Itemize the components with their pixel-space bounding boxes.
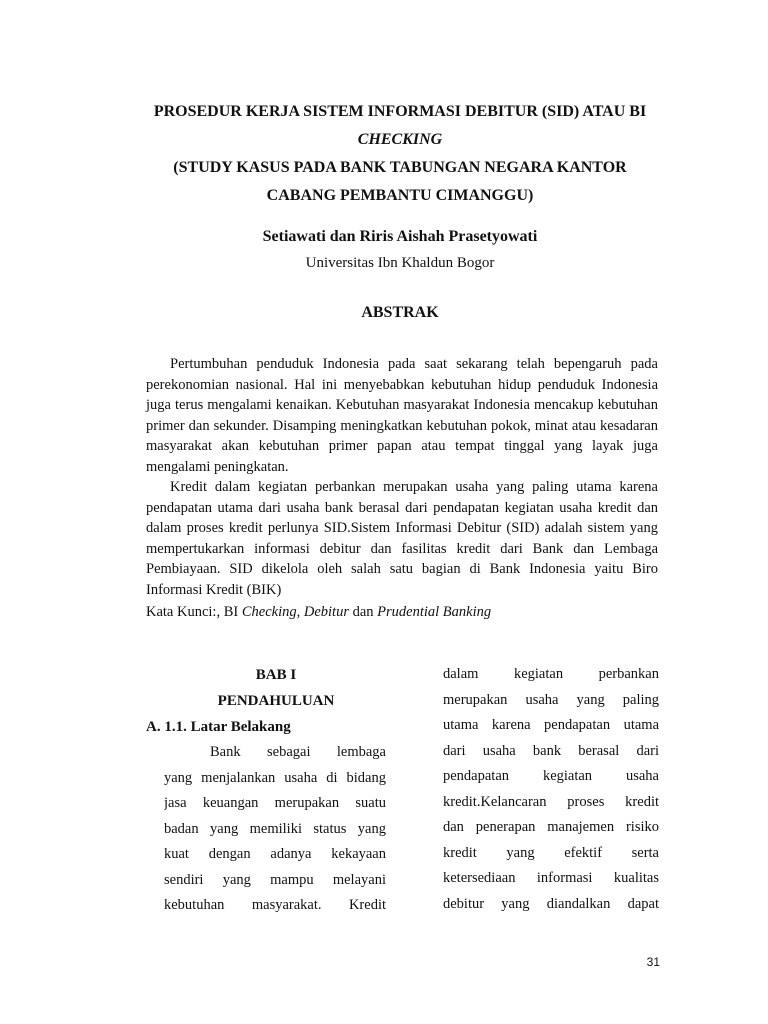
right-column-line: dan penerapan manajemen risiko [443,819,659,835]
right-column-line: merupakan usaha yang paling [443,691,659,708]
title-line-1: PROSEDUR KERJA SISTEM INFORMASI DEBITUR (SID) ATAU BI [153,103,647,120]
right-column-line: kredit.Kelancaran proses kredit [443,793,659,810]
left-column-line: kebutuhan masyarakat. Kredit [164,897,386,913]
right-column-line: kredit yang efektif serta [443,844,659,861]
keywords [146,604,666,621]
abstract-heading: ABSTRAK [361,304,439,321]
page-number: 31 [646,955,660,969]
section-heading: A. 1.1. Latar Belakang [146,719,291,735]
left-column-line: badan yang memiliki status yang [164,820,386,837]
abstract-paragraph-1: Pertumbuhan penduduk Indonesia pada saat sekarang telah bepengaruh pada perekonomian nasional. Hal ini menyebabkan kebutuhan hidup penduduk Indonesia juga terus mengalami kenaikan. Kebutuhan masyarakat Indonesia mencakup kebutuhan primer dan sekunder. Disamping meningkatkan kebutuhan pokok, minat atau kesadaran masyarakat akan kebutuhan primer papan atau tempat tinggal yang layak juga mengalami peningkatan. [146,356,658,475]
right-column [443,662,659,917]
right-column-line: ketersediaan informasi kualitas [443,870,659,886]
keywords-term-2: Prudential Banking [377,604,492,620]
title-line-2: CHECKING [357,131,443,148]
left-column-line: jasa keuangan merupakan suatu [164,795,386,811]
chapter-label: BAB I [255,667,297,683]
right-column-line: debitur yang diandalkan dapat [443,895,659,912]
affiliation: Universitas Ibn Khaldun Bogor [305,255,495,271]
left-column [146,662,386,919]
title-line-4: CABANG PEMBANTU CIMANGGU) [266,187,534,204]
keywords-joiner: dan [348,604,378,620]
left-column-line: yang menjalankan usaha di bidang [164,769,386,786]
left-column-line: sendiri yang mampu melayani [164,871,386,888]
right-column-line: dari usaha bank berasal dari [443,742,659,759]
right-column-line: utama karena pendapatan utama [443,717,659,733]
right-column-line: dalam kegiatan perbankan [443,666,659,682]
left-column-line: kuat dengan adanya kekayaan [164,846,386,862]
abstract-paragraph-2: Kredit dalam kegiatan perbankan merupakan usaha yang paling utama karena pendapatan utama dari usaha bank berasal dari pendapatan kegiatan usaha kredit dan dalam proses kredit perlunya SID.Sistem Informasi Debitur (SID) adalah sistem yang mempertukarkan informasi debitur dan fasilitas kredit dari Bank dan Lembaga Pembiayaan. SID dikelola oleh salah satu bagian di Bank Indonesia yaitu Biro Informasi Kredit (BIK) [146,479,658,598]
title-line-3: (STUDY KASUS PADA BANK TABUNGAN NEGARA KANTOR [173,159,627,176]
paper-title [120,98,680,210]
left-column-line: Bank sebagai lembaga [210,744,386,760]
abstract-body [146,354,658,600]
chapter-title: PENDAHULUAN [217,693,335,709]
right-column-line: pendapatan kegiatan usaha [443,768,659,784]
authors: Setiawati dan Riris Aishah Prasetyowati [262,228,538,245]
keywords-prefix: Kata Kunci:, BI [146,604,242,620]
keywords-term-1: Checking, Debitur [241,604,349,620]
